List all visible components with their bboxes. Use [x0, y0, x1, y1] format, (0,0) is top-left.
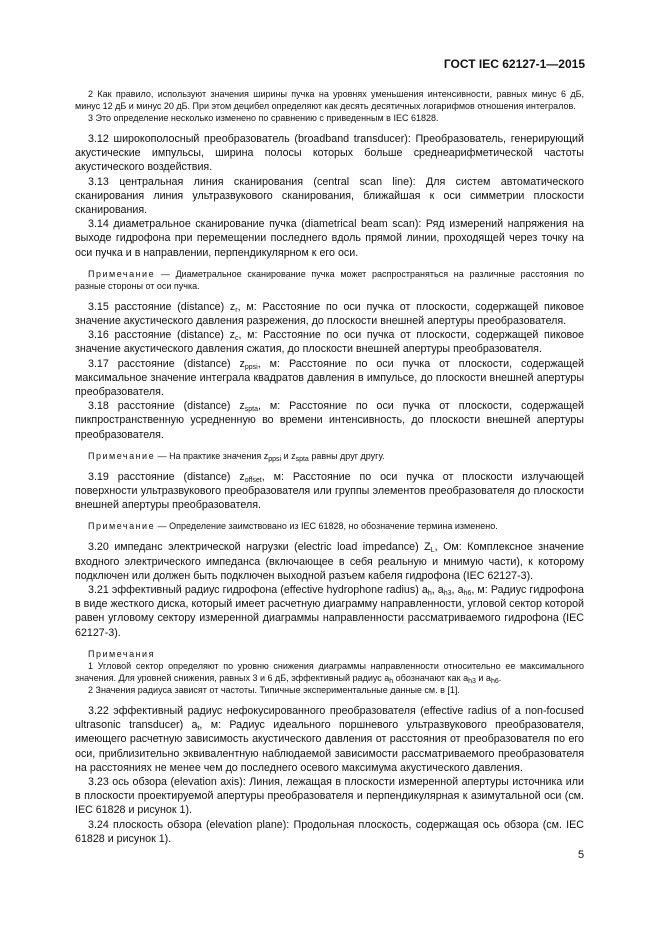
term-3-20: 3.20 импеданс электрической нагрузки (electric load impedance) $Z_L$, Ом: Комплексное значение входного электрического импеданса (включающее в себя реальную и мнимую части), к которому подключен или должен быть подключен выходной разъем кабеля гидрофона (IEC 62127-3). — [75, 541, 584, 582]
term-3-15: 3.15 расстояние (distance) $z_r$, м: Расстояние по оси пучка от плоскости, содержащей пиковое значение акустического давления разрежения, до плоскости внешней апертуры преобразователя. — [75, 300, 584, 328]
note-label: Примечание — [88, 268, 156, 279]
note-3-21-2: 2 Значения радиуса зависят от частоты. Типичные экспериментальные данные см. в [1]. — [88, 684, 460, 695]
term-3-12: 3.12 широкополосный преобразователь (broadband transducer): Преобразователь, генерирующий акустические импульсы, ширина полосы которых больше среднеарифметической частоты акустического воздействия. — [75, 133, 584, 174]
document-code: ГОСТ IEC 62127-1—2015 — [443, 57, 585, 71]
term-3-13: 3.13 центральная линия сканирования (central scan line): Для систем автоматического сканирования линия ультразвукового сканирования, ближайшая к оси симметрии плоскости сканирования. — [75, 175, 584, 217]
note-text: Определение заимствовано из IEC 61828, но обозначение термина изменено. — [169, 521, 498, 532]
note-text: Диаметральное сканирование пучка может распространяться на различные расстояния по разные стороны от оси пучка. — [75, 268, 584, 291]
note-dash: — — [160, 268, 170, 279]
note-3-21-1: 1 Угловой сектор определяют по уровню снижения диаграммы направленности относительно ее максимального значения. Для уровней снижения, равных 3 и 6 дБ, эффективный радиус $a_h$ обозначают как $a_{h3}$ и $a_{h6}$. — [75, 660, 584, 685]
term-3-24: 3.24 плоскость обзора (elevation plane): Продольная плоскость, содержащая ось обзора (см. IEC 61828 и рисунок 1). — [75, 818, 584, 845]
note-3-14 — [75, 268, 584, 292]
note-dash: — — [157, 521, 167, 532]
term-3-21: 3.21 эффективный радиус гидрофона (effective hydrophone radius) $a_h$, $a_{h3}$, $a_{h6}$, м: Радиус гидрофона в виде жесткого диска, который имеет расчетную диаграмму направленности, угловой сектор которой равен угловому сектору измеренной диаграммы направленности рассматриваемого гидрофона (IEC 62127-3). — [75, 584, 584, 639]
page-number: 5 — [578, 849, 585, 861]
term-3-18: 3.18 расстояние (distance) $z_{spta}$, м: Расстояние по оси пучка от плоскости, содержащей пикпространственную усредненную во времени интенсивность, до плоскости внешней апертуры преобразователя. — [75, 400, 584, 441]
term-3-16: 3.16 расстояние (distance) $z_c$, м: Расстояние по оси пучка от плоскости, содержащей пиковое значение акустического давления сжатия, до плоскости внешней апертуры преобразователя. — [75, 329, 585, 356]
note-3: 3 Это определение несколько изменено по сравнению с приведенным в IEC 61828. — [88, 113, 439, 123]
note-dash: — — [157, 450, 167, 461]
note-label: Примечание — [88, 521, 156, 532]
term-3-14: 3.14 диаметральное сканирование пучка (diametrical beam scan): Ряд измерений напряжения на выходе гидрофона при перемещении последнего вдоль прямой линии, проходящей через точку на оси пучка и в направлении, перпендикулярном к его оси. — [75, 218, 584, 259]
term-3-19: 3.19 расстояние (distance) $z_{offset}$, м: Расстояние по оси пучка от плоскости излучающей поверхности ультразвукового преобразователя или группы элементов преобразователя до плоскости внешней апертуры преобразователя. — [75, 470, 585, 512]
note-3-19 — [75, 520, 584, 532]
notes-3-21-label: Примечания — [88, 648, 155, 659]
page-content — [75, 88, 584, 846]
term-3-17: 3.17 расстояние (distance) $z_{ppsi}$, м: Расстояние по оси пучка от плоскости, содержащей максимальное значение интеграла квадратов давления в импульсе, до плоскости внешней апертуры преобразователя. — [75, 357, 584, 399]
note-2: 2 Как правило, используют значения ширины пучка на уровнях уменьшения интенсивности, равных минус 6 дБ, минус 12 дБ и минус 20 дБ. При этом децибел определяют как десять десятичных логарифмов отношения интегралов. — [75, 89, 584, 111]
note-3-18: Примечание — На практике значения $z_{ppsi}$ и $z_{spta}$ равны друг другу. — [88, 450, 385, 463]
term-3-23: 3.23 ось обзора (elevation axis): Линия, лежащая в плоскости измеренной апертуры источника или в плоскости проектируемой апертуры преобразователя и перпендикулярная к азимутальной оси (см. IEC 61828 и рисунок 1). — [75, 775, 584, 817]
term-3-22: 3.22 эффективный радиус нефокусированного преобразователя (effective radius of a non-focused ultrasonic transducer) $a_t$, м: Радиус идеального поршневого ультразвукового преобразователя, имеющего расчетную зависимость акустического давления от расстояния от преобразователя по его оси, приблизительно эквивалентную наблюдаемой зависимости рассматриваемого преобразователя на расстояниях не менее чем до последнего осевого максимума акустического давления. — [75, 704, 584, 774]
note-label: Примечание — [88, 450, 156, 461]
